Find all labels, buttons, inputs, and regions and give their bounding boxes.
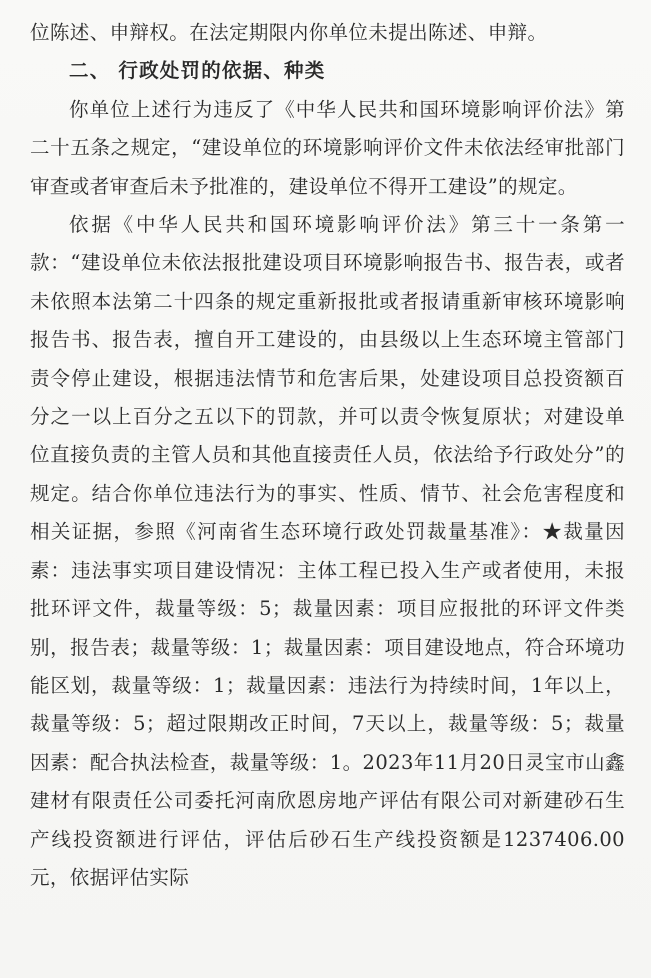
paragraph-penalty-basis: 依据《中华人民共和国环境影响评价法》第三十一条第一款：“建设单位未依法报批建设项目环境影响报告书、报告表，或者未依照本法第二十四条的规定重新报批或者报请重新审核环境影响报告书、报告表，擅自开工建设的，由县级以上生态环境主管部门责令停止建设，根据违法情节和危害后果，处建设项目总投资额百分之一以上百分之五以下的罚款，并可以责令恢复原状；对建设单位直接负责的主管人员和其他直接责任人员，依法给予行政处分”的规定。结合你单位违法行为的事实、性质、情节、社会危害程度和相关证据，参照《河南省生态环境行政处罚裁量基准》：★裁量因素：违法事实项目建设情况：主体工程已投入生产或者使用，未报批环评文件，裁量等级：5；裁量因素：项目应报批的环评文件类别，报告表；裁量等级：1；裁量因素：项目建设地点，符合环境功能区划，裁量等级：1；裁量因素：违法行为持续时间，1年以上，裁量等级：5；超过限期改正时间，7天以上，裁量等级：5；裁量因素：配合执法检查，裁量等级：1。2023年11月20日灵宝市山鑫建材有限责任公司委托河南欣恩房地产评估有限公司对新建砂石生产线投资额进行评估，评估后砂石生产线投资额是1237406.00元，依据评估实际 bbox=[30, 213, 625, 889]
section-heading-penalty-basis: 二、 行政处罚的依据、种类 bbox=[69, 59, 326, 83]
paragraph-statement-rights: 位陈述、申辩权。在法定期限内你单位未提出陈述、申辩。 bbox=[30, 21, 548, 44]
paragraph-violation: 你单位上述行为违反了《中华人民共和国环境影响评价法》第二十五条之规定，“建设单位的环境影响评价文件未依法经审批部门审查或者审查后未予批准的，建设单位不得开工建设”的规定。 bbox=[30, 97, 625, 198]
